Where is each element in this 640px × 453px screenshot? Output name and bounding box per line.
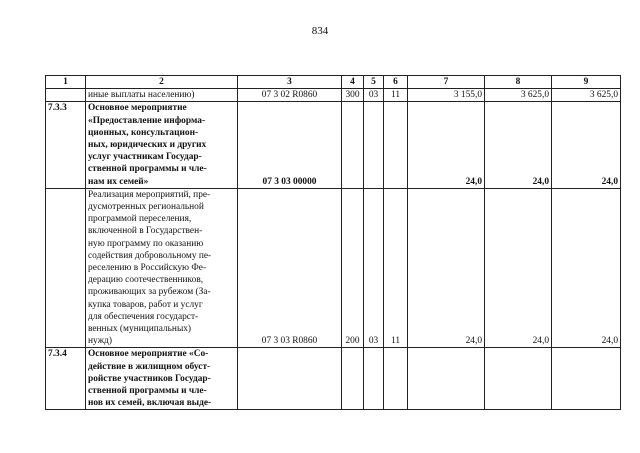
col4-cell <box>342 348 364 410</box>
col6-cell <box>384 102 408 188</box>
name-line: ционных, консультацион- <box>88 127 199 138</box>
row-number-cell: 7.3.3 <box>46 102 86 188</box>
col4-cell: 200 <box>342 188 364 348</box>
col5-cell: 03 <box>364 188 384 348</box>
row-number-cell <box>46 89 86 102</box>
value-cell: 24,0 <box>552 102 621 188</box>
name-line: действие в жилищном обуст- <box>88 361 211 372</box>
value-cell <box>485 348 552 410</box>
page-number: 834 <box>311 25 329 37</box>
header-cell: 4 <box>342 76 364 89</box>
value-cell: 24,0 <box>485 188 552 348</box>
col4-cell <box>342 102 364 188</box>
col6-cell: 11 <box>384 89 408 102</box>
name-line: включенной в Государствен- <box>88 226 203 237</box>
name-line: купка товаров, работ и услуг <box>88 299 203 310</box>
header-cell: 2 <box>86 76 238 89</box>
table-row <box>46 89 621 102</box>
name-line: нужд) <box>88 336 112 347</box>
col5-cell <box>364 102 384 188</box>
value-cell: 24,0 <box>408 102 485 188</box>
code-cell: 07 3 03 00000 <box>238 102 342 188</box>
name-line: Основное мероприятие «Со- <box>88 349 209 360</box>
code-cell: 07 3 02 R0860 <box>238 89 342 102</box>
value-cell <box>552 348 621 410</box>
col5-cell: 03 <box>364 89 384 102</box>
value-cell: 3 155,0 <box>408 89 485 102</box>
table-row <box>46 188 621 348</box>
row-name-cell <box>86 348 238 410</box>
header-cell: 8 <box>485 76 552 89</box>
row-number-cell: 7.3.4 <box>46 348 86 410</box>
table-row <box>46 348 621 410</box>
name-line: реселению в Российскую Фе- <box>88 263 207 274</box>
name-line: услуг участникам Государ- <box>88 152 202 163</box>
name-line: ственной программы и чле- <box>88 386 207 397</box>
name-line: проживающих за рубежом (За- <box>88 287 211 298</box>
name-line: дерацию соотечественников, <box>88 275 204 286</box>
value-cell: 24,0 <box>485 102 552 188</box>
col5-cell <box>364 348 384 410</box>
header-cell: 3 <box>238 76 342 89</box>
value-cell: 24,0 <box>552 188 621 348</box>
value-cell: 3 625,0 <box>552 89 621 102</box>
col6-cell: 11 <box>384 188 408 348</box>
name-line: венных (муниципальных) <box>88 324 192 335</box>
name-line: программой переселения, <box>88 214 192 225</box>
value-cell <box>408 348 485 410</box>
name-line: содействия добровольному пе- <box>88 250 212 261</box>
header-row <box>46 76 621 89</box>
name-line: Реализация мероприятий, пре- <box>88 189 211 200</box>
name-line: ройстве участников Государ- <box>88 373 211 384</box>
value-cell: 3 625,0 <box>485 89 552 102</box>
code-cell <box>238 348 342 410</box>
header-cell: 1 <box>46 76 86 89</box>
row-name-cell: иные выплаты населению) <box>86 89 238 102</box>
name-line: нов их семей, включая выде- <box>88 398 212 409</box>
name-line: Основное мероприятие <box>88 103 187 114</box>
table-row <box>46 102 621 188</box>
name-line: ную программу по оказанию <box>88 238 204 249</box>
header-cell: 7 <box>408 76 485 89</box>
name-line: дусмотренных региональной <box>88 202 204 213</box>
budget-table <box>45 75 621 410</box>
name-line: ных, юридических и других <box>88 140 207 151</box>
name-line: нам их семей» <box>88 176 149 187</box>
col6-cell <box>384 348 408 410</box>
row-number-cell <box>46 188 86 348</box>
header-cell: 6 <box>384 76 408 89</box>
code-cell: 07 3 03 R0860 <box>238 188 342 348</box>
name-line: ственной программы и чле- <box>88 164 207 175</box>
name-line: «Предоставление информа- <box>88 115 206 126</box>
header-cell: 9 <box>552 76 621 89</box>
header-cell: 5 <box>364 76 384 89</box>
col4-cell: 300 <box>342 89 364 102</box>
name-line: для обеспечения государст- <box>88 311 199 322</box>
value-cell: 24,0 <box>408 188 485 348</box>
row-name-cell <box>86 102 238 188</box>
row-name-cell <box>86 188 238 348</box>
